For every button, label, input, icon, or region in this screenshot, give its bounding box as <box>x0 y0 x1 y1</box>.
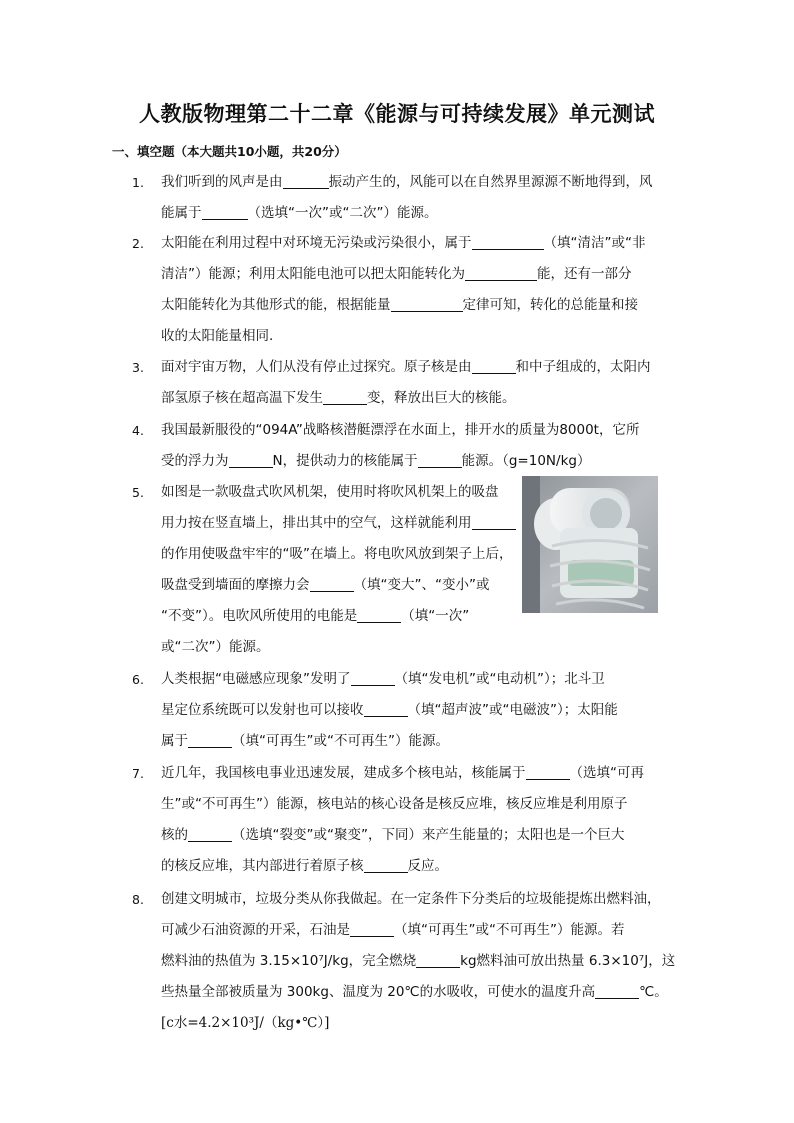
question-text: 生”或“不可再生”）能源，核电站的核心设备是核反应堆，核反应堆是利用原子 <box>161 796 628 812</box>
question-text: （填“一次” <box>401 608 470 624</box>
question-text: 近几年，我国核电事业迅速发展，建成多个核电站，核能属于 <box>161 765 526 781</box>
question-6 <box>132 664 672 757</box>
question-number: 6. <box>132 672 144 687</box>
question-4 <box>132 415 672 477</box>
question-text: 能，还有一部分 <box>537 266 632 282</box>
question-text: 的作用使吸盘牢牢的“吸”在墙上。将电吹风放到架子上后， <box>161 546 513 562</box>
answer-blank[interactable] <box>283 172 329 189</box>
answer-blank[interactable] <box>351 669 395 686</box>
question-1 <box>132 167 672 229</box>
question-text: 振动产生的，风能可以在自然界里源源不断地得到，风 <box>328 174 653 190</box>
question-text: 部氢原子核在超高温下发生 <box>161 390 323 406</box>
answer-blank[interactable] <box>229 451 273 468</box>
question-text: 可减少石油资源的开采，石油是 <box>161 922 350 938</box>
question-number: 5. <box>132 485 144 500</box>
answer-blank[interactable] <box>526 763 570 780</box>
question-text: （选填“一次”或“二次”）能源。 <box>247 205 438 221</box>
section-heading: 一、填空题（本大题共10小题，共20分） <box>112 144 347 159</box>
question-text: 太阳能转化为其他形式的能，根据能量 <box>161 297 391 313</box>
question-text: 收的太阳能量相同. <box>161 328 274 344</box>
question-number: 8. <box>132 892 144 907</box>
question-2 <box>132 228 672 352</box>
answer-blank[interactable] <box>472 357 516 374</box>
answer-blank[interactable] <box>465 264 537 281</box>
question-text: 燃料油的热值为 3.15×10⁷J/kg，完全燃烧 <box>161 953 417 969</box>
question-text: N，提供动力的核能属于 <box>272 453 418 469</box>
answer-blank[interactable] <box>416 951 460 968</box>
answer-blank[interactable] <box>472 233 544 250</box>
question-text: （选填“裂变”或“聚变”，下同）来产生能量的；太阳也是一个巨大 <box>232 827 625 843</box>
question-text: （填“清洁”或“非 <box>543 235 646 251</box>
answer-blank[interactable] <box>595 982 639 999</box>
question-number: 4. <box>132 423 144 438</box>
question-text: 面对宇宙万物，人们从没有停止过探究。原子核是由 <box>161 359 472 375</box>
question-text: 清洁”）能源；利用太阳能电池可以把太阳能转化为 <box>161 266 465 282</box>
answer-blank[interactable] <box>364 700 408 717</box>
question-text: 创建文明城市，垃圾分类从你我做起。在一定条件下分类后的垃圾能提炼出燃料油， <box>161 891 661 907</box>
question-text: 的核反应堆，其内部进行着原子核 <box>161 858 364 874</box>
question-number: 1. <box>132 175 144 190</box>
question-number: 7. <box>132 766 144 781</box>
question-text: “不变”）。电吹风所使用的电能是 <box>161 608 358 624</box>
question-text: （填“变大”、“变小”或 <box>353 577 490 593</box>
answer-blank[interactable] <box>310 575 354 592</box>
question-text: 或“二次”）能源。 <box>161 639 270 655</box>
question-text: 属于 <box>161 733 188 749</box>
question-text: 变，释放出巨大的核能。 <box>367 390 516 406</box>
question-text: 受的浮力为 <box>161 453 229 469</box>
hair-dryer-holder-photo <box>522 476 658 613</box>
question-7 <box>132 758 672 882</box>
question-text: 如图是一款吸盘式吹风机架，使用时将吹风机架上的吸盘 <box>161 484 499 500</box>
question-text: 反应。 <box>407 858 448 874</box>
question-text: （填“可再生”或“不可再生”）能源。若 <box>394 922 625 938</box>
question-text: （选填“可再 <box>569 765 644 781</box>
question-text: 星定位系统既可以发射也可以接收 <box>161 702 364 718</box>
answer-blank[interactable] <box>188 825 232 842</box>
specific-heat-note: [c水=4.2×10³J/（kg•℃）] <box>161 1015 330 1031</box>
answer-blank[interactable] <box>202 203 248 220</box>
answer-blank[interactable] <box>357 606 401 623</box>
question-text: 人类根据“电磁感应现象”发明了 <box>161 671 351 687</box>
question-text: 能源。（g=10N/kg） <box>461 453 591 469</box>
question-number: 3. <box>132 360 144 375</box>
question-text: 能属于 <box>161 205 202 221</box>
question-text: 我国最新服役的“094A”战略核潜艇漂浮在水面上，排开水的质量为8000t，它所 <box>161 422 640 438</box>
answer-blank[interactable] <box>472 513 516 530</box>
question-text: （填“超声波”或“电磁波”）；太阳能 <box>407 702 618 718</box>
question-text: 太阳能在利用过程中对环境无污染或污染很小，属于 <box>161 235 472 251</box>
question-text: kg燃料油可放出热量 6.3×10⁷J，这 <box>460 953 676 969</box>
question-text: （填“可再生”或“不可再生”）能源。 <box>232 733 449 749</box>
question-text: 定律可知，转化的总能量和接 <box>462 297 638 313</box>
question-text: 吸盘受到墙面的摩擦力会 <box>161 577 310 593</box>
question-text: （填“发电机”或“电动机”）；北斗卫 <box>394 671 605 687</box>
question-8 <box>132 884 676 1039</box>
answer-blank[interactable] <box>323 388 367 405</box>
question-text: 和中子组成的，太阳内 <box>515 359 651 375</box>
question-text: 核的 <box>161 827 188 843</box>
question-number: 2. <box>132 236 144 251</box>
answer-blank[interactable] <box>418 451 462 468</box>
answer-blank[interactable] <box>188 731 232 748</box>
answer-blank[interactable] <box>350 920 394 937</box>
answer-blank[interactable] <box>391 295 463 312</box>
question-text: 我们听到的风声是由 <box>161 174 283 190</box>
question-text: 些热量全部被质量为 300kg、温度为 20℃的水吸收，可使水的温度升高 <box>161 984 596 1000</box>
answer-blank[interactable] <box>364 856 408 873</box>
question-text: 用力按在竖直墙上，排出其中的空气，这样就能利用 <box>161 515 472 531</box>
question-text: ℃。 <box>639 984 668 1000</box>
page-title: 人教版物理第二十二章《能源与可持续发展》单元测试 <box>139 102 655 126</box>
question-3 <box>132 352 672 414</box>
